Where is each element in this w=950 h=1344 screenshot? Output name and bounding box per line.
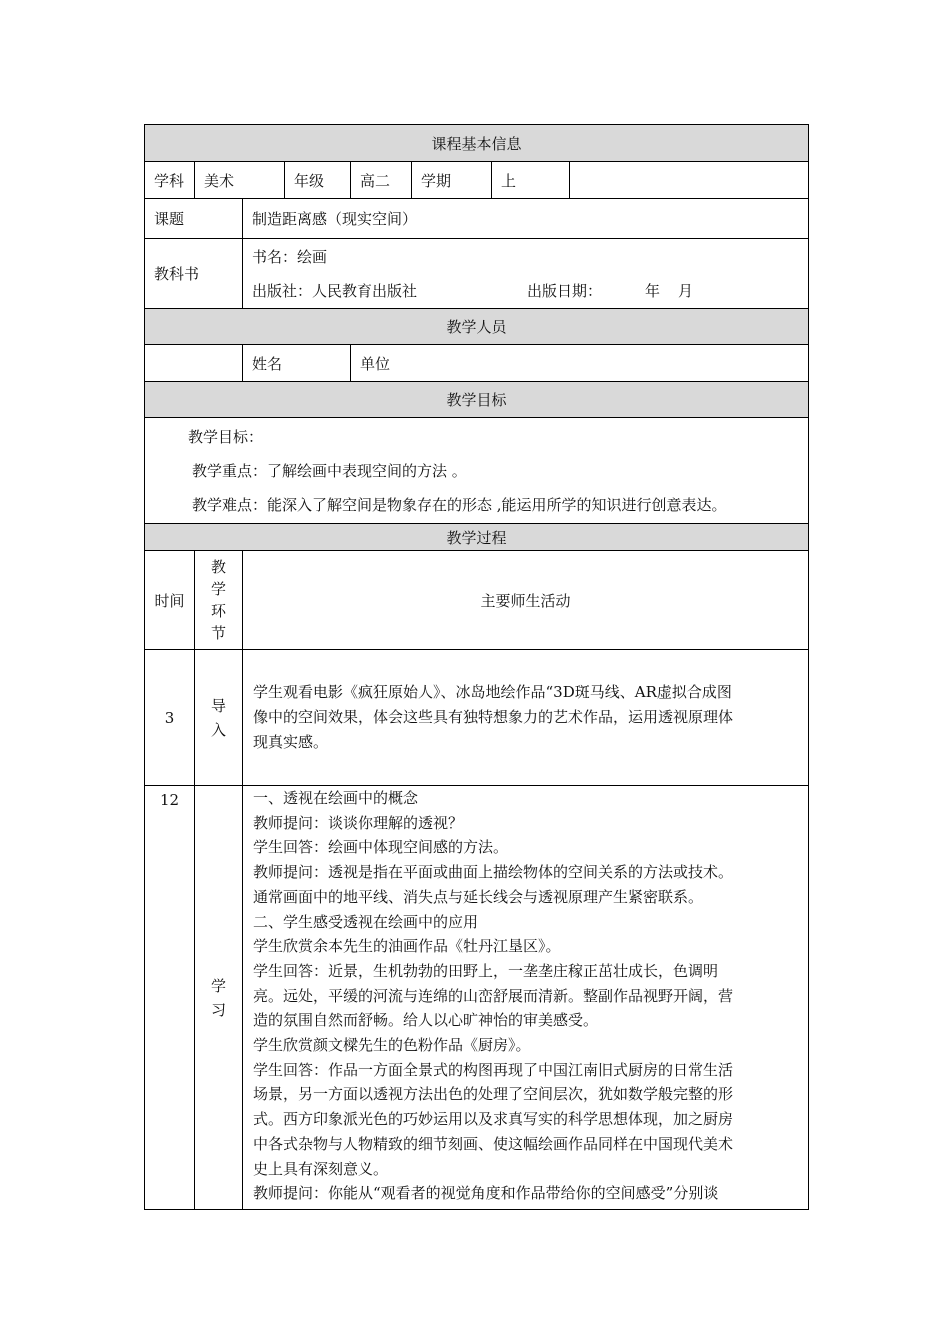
- activity-line: 教师提问：透视是指在平面或曲面上描绘物体的空间关系的方法或技术。: [253, 863, 734, 882]
- activity-line: 史上具有深刻意义。: [253, 1159, 389, 1178]
- textbook-info: [243, 239, 809, 309]
- subject-label: 学科: [145, 162, 195, 199]
- publisher: 出版社：人民教育出版社: [252, 281, 418, 300]
- topic-value: 制造距离感（现实空间）: [243, 199, 809, 239]
- col-stage-header: [195, 551, 243, 650]
- staff-name-label: 姓名: [243, 345, 351, 382]
- goals-line-1: 教学目标：: [188, 427, 264, 446]
- term-label: 学期: [412, 162, 492, 199]
- pub-date-label: 出版日期：: [527, 281, 603, 300]
- section-header-staff: 教学人员: [145, 309, 809, 345]
- col-activity-header: 主要师生活动: [243, 551, 809, 650]
- activity-line: 二、学生感受透视在绘画中的应用: [253, 912, 479, 931]
- row-intro-stage: [195, 650, 243, 786]
- row-study-stage: [195, 786, 243, 1210]
- pub-month: 月: [678, 281, 694, 300]
- col-time-header: 时间: [145, 551, 195, 650]
- publisher-row: [252, 274, 808, 308]
- goals-difficulty: 教学难点：能深入了解空间是物象存在的形态 ,能运用所学的知识进行创意表达。: [192, 495, 727, 514]
- goals-key-point: 教学重点：了解绘画中表现空间的方法 。: [192, 461, 467, 480]
- row-study-activity: [243, 786, 809, 1210]
- stage-char: 教: [210, 558, 226, 576]
- activity-line: 教师提问：谈谈你理解的透视？: [253, 813, 464, 832]
- staff-empty-cell: [145, 345, 243, 382]
- textbook-label: 教科书: [145, 239, 243, 309]
- activity-line: 现真实感。: [253, 732, 329, 751]
- stage-char: 导: [210, 696, 226, 715]
- stage-char: 习: [210, 1000, 226, 1019]
- row-study-time: 12: [145, 786, 195, 1210]
- section-header-goals: 教学目标: [145, 382, 809, 418]
- grade-value: 高二: [351, 162, 412, 199]
- empty-cell: [570, 162, 809, 199]
- subject-value: 美术: [195, 162, 285, 199]
- pub-year: 年: [645, 281, 661, 300]
- section-header-basic-info: 课程基本信息: [145, 125, 809, 162]
- book-name: 书名：绘画: [252, 247, 328, 266]
- lesson-plan-table: [144, 124, 809, 1210]
- activity-line: 教师提问：你能从“观看者的视觉角度和作品带给你的空间感受”分别谈: [253, 1184, 719, 1203]
- activity-line: 造的氛围自然而舒畅。给人以心旷神怡的审美感受。: [253, 1011, 599, 1030]
- activity-line: 场景，另一方面以透视方法出色的处理了空间层次，犹如数学般完整的形: [253, 1085, 734, 1104]
- stage-char: 学: [210, 580, 226, 598]
- activity-line: 学生欣赏颜文樑先生的色粉作品《厨房》。: [253, 1036, 531, 1055]
- activity-line: 学生欣赏余本先生的油画作品《牡丹江垦区》。: [253, 937, 561, 956]
- staff-unit-label: 单位: [351, 345, 809, 382]
- activity-line: 式。西方印象派光色的巧妙运用以及求真写实的科学思想体现，加之厨房: [253, 1110, 734, 1129]
- activity-line: 一、透视在绘画中的概念: [253, 789, 419, 807]
- stage-char: 入: [210, 720, 226, 739]
- topic-label: 课题: [145, 199, 243, 239]
- goals-content: [145, 418, 809, 524]
- term-value: 上: [492, 162, 570, 199]
- row-intro-time: 3: [145, 650, 195, 786]
- grade-label: 年级: [285, 162, 351, 199]
- activity-line: 通常画面中的地平线、消失点与延长线会与透视原理产生紧密联系。: [253, 887, 704, 906]
- stage-char: 节: [210, 624, 226, 642]
- activity-line: 学生观看电影《疯狂原始人》、冰岛地绘作品“3D斑马线、AR虚拟合成图: [253, 683, 732, 702]
- activity-line: 学生回答：作品一方面全景式的构图再现了中国江南旧式厨房的日常生活: [253, 1060, 734, 1079]
- activity-line: 中各式杂物与人物精致的细节刻画、使这幅绘画作品同样在中国现代美术: [253, 1134, 734, 1153]
- activity-line: 学生回答：近景，生机勃勃的田野上，一垄垄庄稼正茁壮成长，色调明: [253, 961, 719, 980]
- activity-line: 亮。远处，平缓的河流与连绵的山峦舒展而清新。整副作品视野开阔，营: [253, 986, 734, 1005]
- row-intro-activity: [243, 650, 809, 786]
- section-header-process: 教学过程: [145, 524, 809, 551]
- activity-line: 像中的空间效果，体会这些具有独特想象力的艺术作品，运用透视原理体: [253, 708, 734, 727]
- stage-char: 学: [210, 976, 226, 995]
- stage-char: 环: [210, 602, 226, 620]
- activity-line: 学生回答：绘画中体现空间感的方法。: [253, 838, 509, 857]
